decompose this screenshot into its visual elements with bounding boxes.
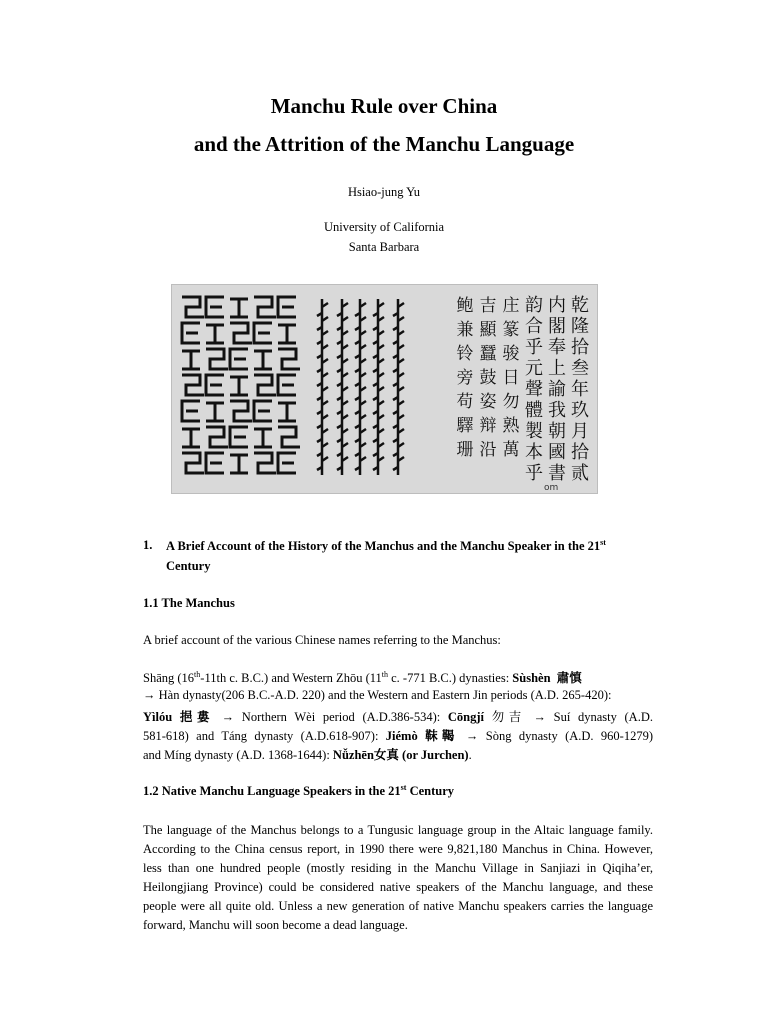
seal-glyph <box>254 429 272 447</box>
seal-glyph <box>278 297 296 317</box>
chars-jiemo: 靺鞨 <box>425 729 459 743</box>
seal-glyph <box>254 351 272 369</box>
chinese-glyph: 旁 <box>456 368 474 388</box>
seal-glyph <box>182 401 200 421</box>
chinese-glyph: 乎 <box>525 337 543 358</box>
chinese-glyph: 書 <box>548 463 566 484</box>
names-line-1 <box>143 668 653 686</box>
affiliation-line-2: Santa Barbara <box>348 240 420 254</box>
seal-glyph <box>230 455 248 473</box>
term-jiemo: Jiémò <box>385 729 418 743</box>
chinese-glyph: 勿 <box>502 392 520 412</box>
term-yilou: Yìlóu <box>143 710 173 724</box>
seal-glyph <box>206 325 224 343</box>
chinese-glyph: 國 <box>548 442 566 463</box>
manchu-script-columns <box>317 299 404 475</box>
seal-glyph <box>206 453 224 473</box>
seal-glyph <box>278 427 300 447</box>
names-line-1-sup-2: th <box>381 669 388 679</box>
term-sushen: Sùshèn <box>512 671 551 685</box>
names-line-3-text-a: → Northern Wèi period (A.D.386-534): <box>221 710 448 724</box>
chinese-glyph: 内 <box>548 295 566 316</box>
seal-glyph <box>278 453 296 473</box>
chinese-glyph: 篆 <box>502 320 520 340</box>
section-1-heading-line-2: Century <box>166 559 211 573</box>
chinese-glyph: 辩 <box>479 416 497 436</box>
section-1-2-heading-sup: st <box>400 782 407 792</box>
author-name: Hsiao-jung Yu <box>347 185 421 199</box>
names-line-4-text-a: 581-618) and Táng dynasty (A.D.618-907): <box>143 729 386 743</box>
chinese-glyph: 姿 <box>479 392 497 412</box>
names-line-1-text-b: -11th c. B.C.) and Western Zhōu (11 <box>200 671 382 685</box>
chinese-glyph: 庄 <box>502 296 520 316</box>
seal-glyph <box>278 375 296 395</box>
seal-glyph <box>206 349 228 369</box>
chinese-glyph: 蠶 <box>479 344 497 364</box>
chinese-glyph: 體 <box>525 400 543 421</box>
section-1-1-heading: 1.1 The Manchus <box>143 596 235 610</box>
manchu-calligraphy-image <box>171 284 598 494</box>
manchu-stroke <box>337 299 348 475</box>
manchu-stroke <box>393 299 404 475</box>
chinese-glyph: 年 <box>571 379 589 400</box>
seal-glyph <box>230 323 252 343</box>
chinese-glyph: 隆 <box>571 316 589 337</box>
chinese-glyph: 鲍 <box>456 296 474 316</box>
seal-glyph <box>206 375 224 395</box>
chinese-glyph: 乎 <box>525 463 543 484</box>
chinese-glyph: 萬 <box>502 440 520 460</box>
chinese-glyph: 合 <box>525 316 543 337</box>
chinese-glyph: 铃 <box>456 344 474 364</box>
chinese-glyph: 奉 <box>548 337 566 358</box>
seal-glyph <box>182 453 204 473</box>
section-1-number: 1. <box>143 538 153 552</box>
names-line-5-end: . <box>468 748 472 762</box>
chinese-glyph: 熟 <box>502 416 520 436</box>
seal-glyph <box>182 351 200 369</box>
seal-glyph <box>230 299 248 317</box>
chinese-glyph: 苟 <box>456 392 474 412</box>
seal-glyph <box>278 325 296 343</box>
section-1-2-heading-end: Century <box>406 784 455 798</box>
seal-glyph <box>206 427 228 447</box>
calligraphy-drawing <box>172 285 598 494</box>
chinese-glyph: 骏 <box>502 344 520 364</box>
seal-script-columns <box>182 297 300 473</box>
manchu-stroke <box>317 299 328 475</box>
manchu-stroke <box>355 299 366 475</box>
section-1-heading-text: A Brief Account of the History of the Manchus and the Manchu Speaker in the 21 <box>166 539 601 553</box>
chinese-glyph: 贰 <box>571 463 589 484</box>
seal-glyph <box>182 297 204 317</box>
seal-glyph <box>182 429 200 447</box>
chinese-glyph: 叁 <box>571 358 589 379</box>
chinese-glyph: 日 <box>502 368 520 388</box>
chinese-glyph: 元 <box>525 358 543 379</box>
chinese-glyph: 我 <box>548 400 566 421</box>
chinese-glyph: 朝 <box>548 421 566 442</box>
term-nuzhen: Nǚzhēn女真 (or Jurchen) <box>332 748 469 762</box>
chars-sushen: 肅慎 <box>556 671 582 685</box>
seal-glyph <box>254 323 272 343</box>
names-line-4 <box>143 726 653 744</box>
paper-title-line-2: and the Attrition of the Manchu Language <box>193 132 575 156</box>
names-line-2: → Hàn dynasty(206 B.C.-A.D. 220) and the Western and Eastern Jin periods (A.D. 265-420): <box>143 688 612 702</box>
section-1-2-heading <box>143 784 454 799</box>
names-line-1-sup-1: th <box>194 669 201 679</box>
seal-glyph <box>254 401 272 421</box>
seal-glyph <box>254 453 276 473</box>
section-1-heading-sup: st <box>600 537 606 547</box>
section-1-2-heading-text: 1.2 Native Manchu Language Speakers in the 21 <box>143 784 401 798</box>
chinese-glyph: 製 <box>525 421 543 442</box>
seal-glyph <box>230 377 248 395</box>
seal-glyph <box>254 375 276 395</box>
chinese-glyph: 拾 <box>571 442 589 463</box>
chinese-glyph: 閣 <box>548 316 566 337</box>
term-congji: Cōngjí <box>447 710 485 724</box>
names-line-5-text-a: and Míng dynasty (A.D. 1368-1644): <box>143 748 333 762</box>
seal-glyph <box>254 297 276 317</box>
chinese-glyph: 珊 <box>456 440 474 460</box>
chinese-glyph: 驛 <box>456 416 474 436</box>
seal-glyph <box>182 323 200 343</box>
chinese-glyph: 諭 <box>548 379 566 400</box>
chars-yilou: 挹婁 <box>179 710 214 724</box>
chinese-glyph: 聲 <box>525 379 543 400</box>
seal-glyph <box>278 349 300 369</box>
chinese-glyph: 顯 <box>479 320 497 340</box>
seal-glyph <box>182 375 204 395</box>
seal-glyph <box>206 403 224 421</box>
chinese-glyph: 拾 <box>571 337 589 358</box>
section-1-1-intro: A brief account of the various Chinese names referring to the Manchus: <box>143 633 501 647</box>
chinese-glyph: 本 <box>525 442 543 463</box>
chinese-glyph: 月 <box>571 421 589 442</box>
chinese-glyph: 兼 <box>456 320 474 340</box>
seal-glyph <box>230 401 252 421</box>
seal-glyph <box>278 403 296 421</box>
names-line-5 <box>143 745 653 763</box>
chinese-glyph: 上 <box>548 358 566 379</box>
chinese-glyph: 玖 <box>571 400 589 421</box>
seal-glyph <box>230 349 248 369</box>
chinese-glyph: 沿 <box>479 440 497 460</box>
names-line-1-text-a: Shāng (16 <box>143 671 195 685</box>
names-line-3 <box>143 707 653 725</box>
chinese-script-columns <box>456 295 590 484</box>
paper-title-line-1: Manchu Rule over China <box>270 94 498 118</box>
manchu-stroke <box>373 299 384 475</box>
names-line-3-text-b: → Suí dynasty (A.D. <box>533 710 653 724</box>
seal-glyph <box>230 427 248 447</box>
section-1-heading <box>166 536 666 576</box>
chinese-glyph: 吉 <box>479 296 497 316</box>
section-1-2-paragraph: The language of the Manchus belongs to a Tungusic language group in the Altaic language family. According to the China census report, in 1990 there were 9,821,180 Manchus in China. However, less than one hundred people (mostly residing in the Manchu Village in Sanjiazi in Qiqiha’er, Heilongjiang Province) could be considered native speakers of the Manchu language, and these people were all quite old. Unless a new generation of native Manchu speakers carries the language forward, Manchu will soon become a dead language. <box>143 823 653 932</box>
names-line-4-text-b: → Sòng dynasty (A.D. 960-1279) <box>465 729 653 743</box>
chars-congji: 勿吉 <box>491 710 526 724</box>
affiliation-line-1: University of California <box>323 220 445 234</box>
image-watermark: om <box>544 483 559 493</box>
seal-glyph <box>206 297 224 317</box>
chinese-glyph: 韵 <box>525 295 543 316</box>
chinese-glyph: 乾 <box>571 295 589 316</box>
names-line-1-text-c: c. -771 B.C.) dynasties: <box>388 671 513 685</box>
chinese-glyph: 鼓 <box>479 368 497 388</box>
